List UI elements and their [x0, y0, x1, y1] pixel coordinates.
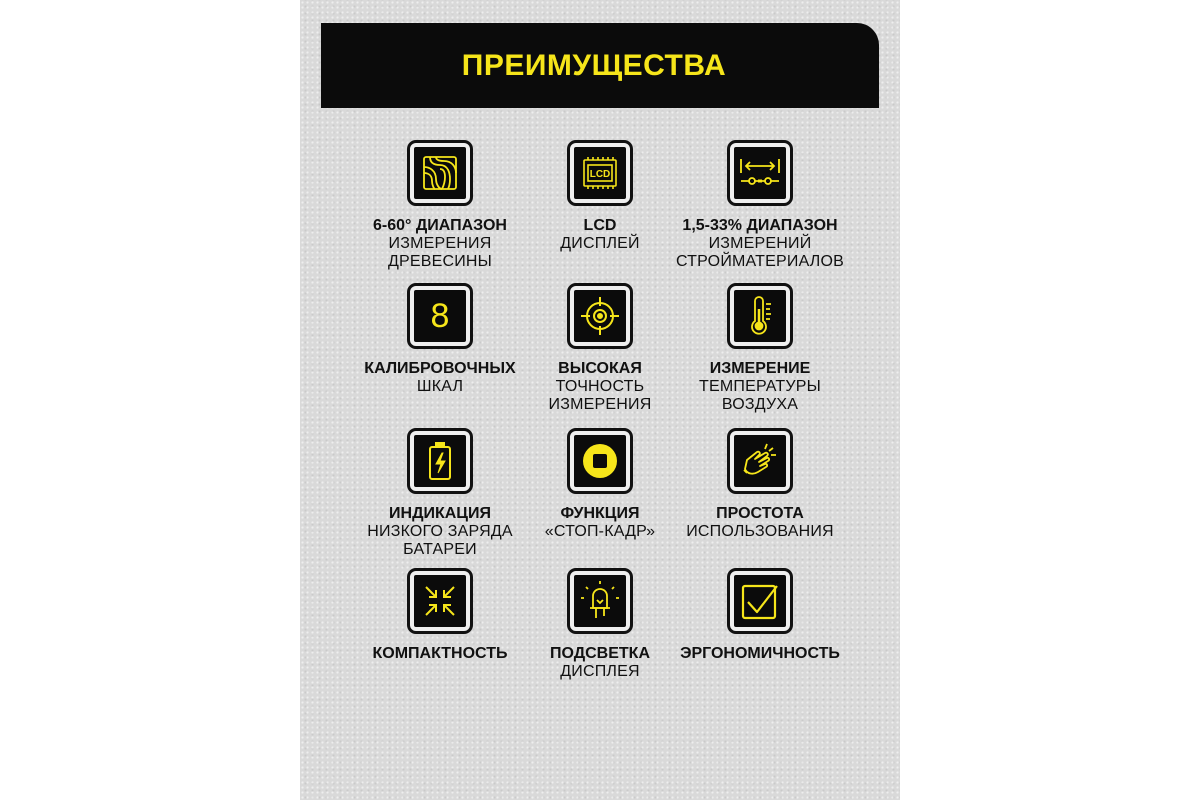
range-arrows-icon	[738, 155, 782, 191]
feature-title: КАЛИБРОВОЧНЫХ	[364, 360, 516, 377]
feature-temperature: ИЗМЕРЕНИЕ ТЕМПЕРАТУРЫ ВОЗДУХА	[660, 283, 860, 414]
feature-ergonomics	[660, 568, 860, 663]
feature-title: ПРОСТОТА	[716, 505, 804, 522]
svg-text:LCD: LCD	[589, 169, 611, 180]
stop-button-icon	[579, 440, 621, 482]
feature-title: 6-60° ДИАПАЗОН	[373, 217, 507, 234]
lcd-display-icon	[579, 155, 621, 191]
feature-title: ИЗМЕРЕНИЕ	[709, 360, 811, 377]
feature-accuracy: ВЫСОКАЯ ТОЧНОСТЬ ИЗМЕРЕНИЯ	[500, 283, 700, 414]
feature-wood-range: 6-60° ДИАПАЗОН ИЗМЕРЕНИЯ ДРЕВЕСИНЫ	[340, 140, 540, 271]
advantages-poster	[300, 0, 900, 800]
feature-calibration: 8 КАЛИБРОВОЧНЫХ ШКАЛ	[340, 283, 540, 396]
led-light-icon	[579, 580, 621, 622]
feature-freeze-frame: ФУНКЦИЯ «СТОП-КАДР»	[500, 428, 700, 541]
feature-title: ЭРГОНОМИЧНОСТЬ	[680, 645, 840, 662]
title-banner	[321, 23, 879, 108]
feature-backlight: ПОДСВЕТКА ДИСПЛЕЯ	[500, 568, 700, 681]
feature-title: ВЫСОКАЯ	[558, 360, 642, 377]
feature-title: ФУНКЦИЯ	[560, 505, 640, 522]
number-eight-icon: 8	[430, 297, 450, 335]
thermometer-icon	[740, 295, 780, 337]
feature-lcd: LCD LCD ДИСПЛЕЙ	[500, 140, 700, 253]
feature-battery: ИНДИКАЦИЯ НИЗКОГО ЗАРЯДА БАТАРЕИ	[340, 428, 540, 559]
feature-title: ИНДИКАЦИЯ	[389, 505, 491, 522]
feature-title: LCD	[583, 217, 617, 234]
hand-snap-icon	[739, 440, 781, 482]
feature-title: ПОДСВЕТКА	[549, 645, 650, 662]
battery-low-icon	[425, 440, 455, 482]
feature-material-range: 1,5-33% ДИАПАЗОН ИЗМЕРЕНИЙ СТРОЙМАТЕРИАЛОВ	[660, 140, 860, 271]
wood-rings-icon	[420, 153, 460, 193]
feature-title: 1,5-33% ДИАПАЗОН	[682, 217, 838, 234]
checkmark-icon	[739, 580, 781, 622]
banner-title: ПРЕИМУЩЕСТВА	[461, 48, 727, 82]
target-crosshair-icon	[579, 295, 621, 337]
feature-ease-of-use: ПРОСТОТА ИСПОЛЬЗОВАНИЯ	[660, 428, 860, 541]
feature-title: КОМПАКТНОСТЬ	[372, 645, 508, 662]
compress-arrows-icon	[420, 581, 460, 621]
